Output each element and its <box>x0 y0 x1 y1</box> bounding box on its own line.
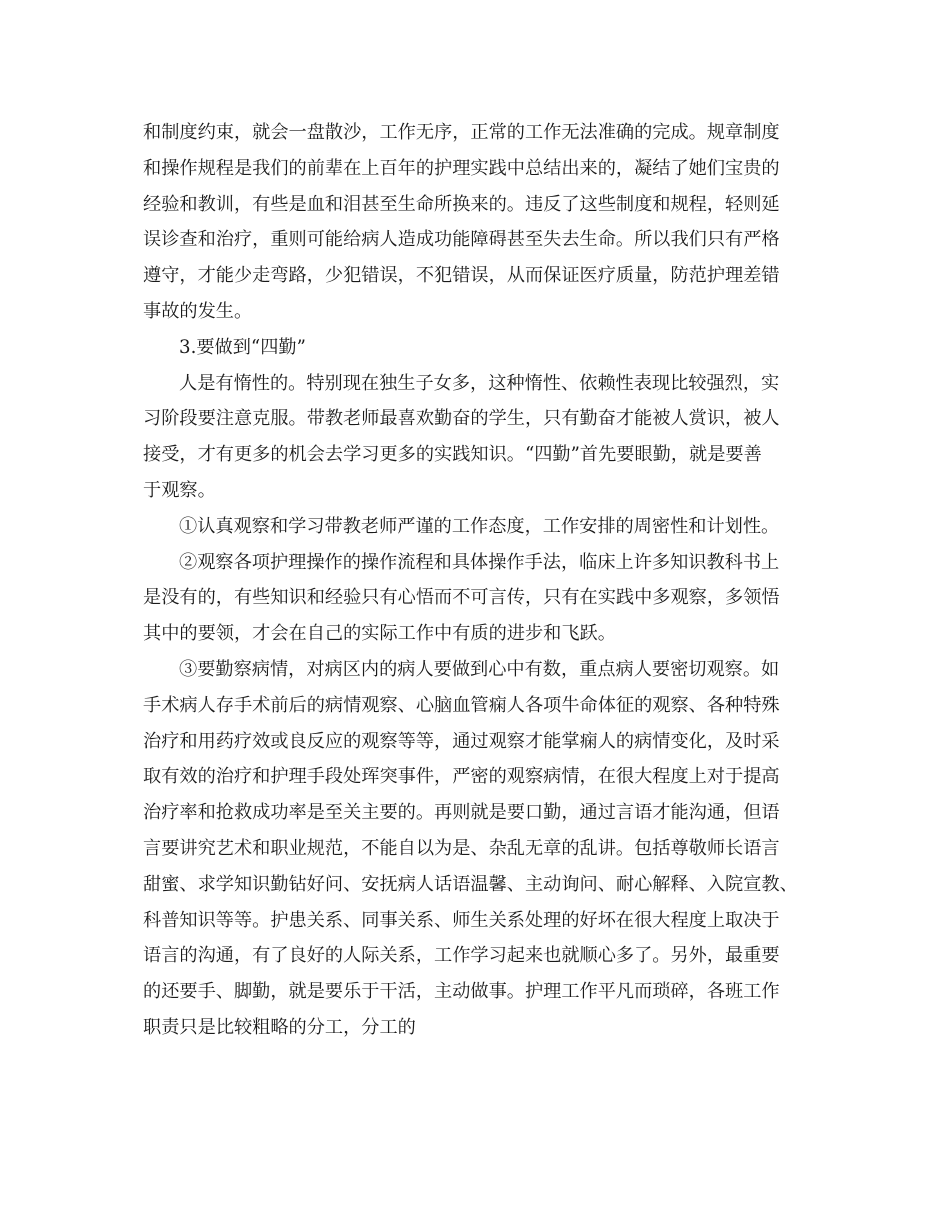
text-line: 3.要做到“四勤” <box>179 336 306 358</box>
text-line: 语言的沟通，有了良好的人际关系，工作学习起来也就顺心多了。另外，最重要 <box>143 945 780 967</box>
text-line: ③要勤察病情，对病区内的病人要做到心中有数，重点病人要密切观察。如 <box>179 658 780 680</box>
text-line: 治疗率和抢救成功率是至关主要的。再则就是要口勤，通过言语才能沟通，但语 <box>143 802 780 824</box>
text-line: 接受，才有更多的机会去学习更多的实践知识。“四勤”首先要眼勤，就是要善 <box>143 444 762 466</box>
text-line: 治疗和用药疗效或良反应的观察等等，通过观察才能掌痫人的病情变化，及时采 <box>143 730 780 752</box>
text-line: ②观察各项护理操作的操作流程和具体操作手法，临床上许多知识教科书上 <box>179 551 780 573</box>
text-line: 经验和教训，有些是血和泪甚至生命所换来的。违反了这些制度和规程，轻则延 <box>143 193 780 215</box>
text-line: 手术病人存手术前后的病情观察、心脑血管痫人各项牛命体征的观察、各种特殊 <box>143 694 780 716</box>
text-line: 是没有的，有些知识和经验只有心悟而不可言传，只有在实践中多观察，多领悟 <box>143 587 780 609</box>
text-line: 事故的发生。 <box>143 300 253 322</box>
text-line: 误诊查和治疗，重则可能给病人造成功能障碍甚至失去生命。所以我们只有严格 <box>143 229 780 251</box>
text-line: 于观察。 <box>143 479 216 501</box>
text-line: 的还要手、脚勤，就是要乐于干活，主动做事。护理工作平凡而琐碎，各班工作 <box>143 981 780 1003</box>
text-line: 取有效的治疗和护理手段处珲突事件，严密的观察病情，在很大程度上对于提高 <box>143 766 780 788</box>
text-line: 甜蜜、求学知识勤钻好问、安抚病人话语温馨、主动询问、耐心解释、入院宣教、 <box>143 873 798 895</box>
body-text <box>143 115 808 1046</box>
text-line: 职责只是比较粗略的分工，分工的 <box>143 1016 416 1038</box>
text-line: 习阶段要注意克服。带教老师最喜欢勤奋的学生，只有勤奋才能被人赏识，被人 <box>143 408 780 430</box>
text-line: ①认真观察和学习带教老师严谨的工作态度，工作安排的周密性和计划性。 <box>179 515 780 537</box>
text-line: 和制度约束，就会一盘散沙，工作无序，正常的工作无法准确的完成。规章制度 <box>143 122 780 143</box>
text-line: 和操作规程是我们的前辈在上百年的护理实践中总结出来的，凝结了她们宝贵的 <box>143 157 780 179</box>
text-line: 遵守，才能少走弯路，少犯错误，不犯错误，从而保证医疗质量，防范护理差错 <box>143 265 780 287</box>
text-line: 人是有惰性的。特别现在独生子女多，这种惰性、依赖性表现比较强烈，实 <box>179 372 780 394</box>
text-line: 言要讲究艺术和职业规范，不能自以为是、杂乱无章的乱讲。包括尊敬师长语言 <box>143 837 780 859</box>
text-line: 其中的要领，才会在自己的实际工作中有质的进步和飞跃。 <box>143 623 616 645</box>
text-line: 科普知识等等。护患关系、同事关系、师生关系处理的好坏在很大程度上取决于 <box>143 909 780 931</box>
